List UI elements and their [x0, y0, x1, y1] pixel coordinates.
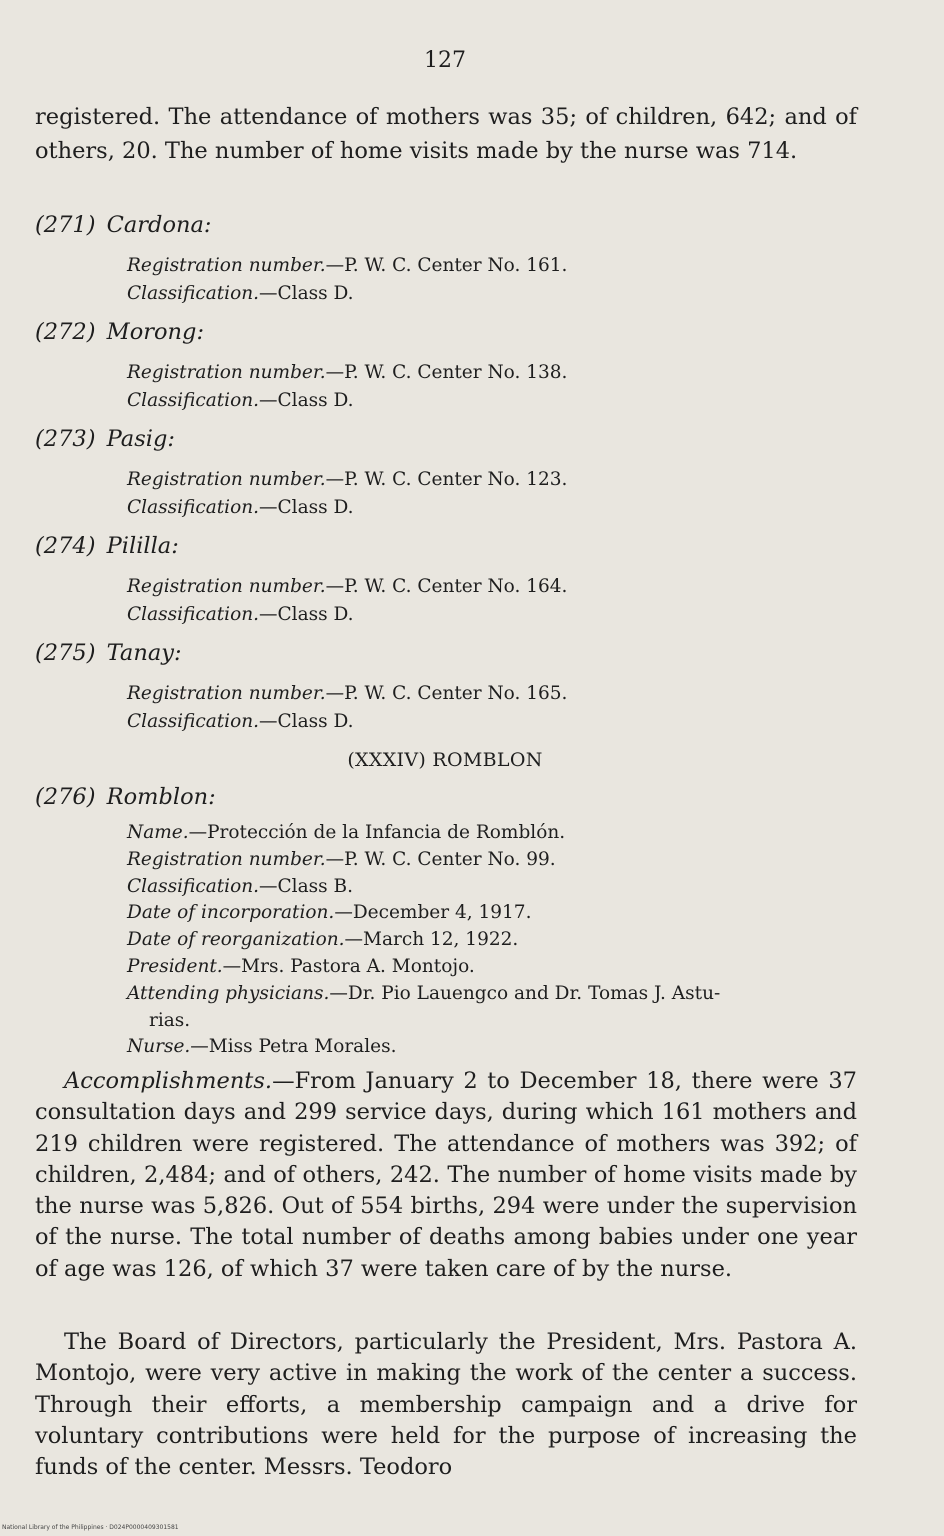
- detail-value: —Protección de la Infancia de Romblón.: [188, 822, 566, 843]
- detail-label: Classification.: [127, 390, 260, 411]
- entry-number: (275): [35, 640, 96, 666]
- detail-label: Classification.: [127, 283, 260, 304]
- entry-heading: [35, 533, 179, 559]
- detail-value: —Dr. Pio Lauengco and Dr. Tomas J. Astu-: [329, 982, 721, 1004]
- classification-line: [127, 601, 567, 629]
- classification-line: [127, 387, 567, 415]
- entry-details: [127, 252, 567, 308]
- detail-value: —December 4, 1917.: [334, 902, 532, 924]
- entry-town: Tanay:: [106, 640, 182, 666]
- detail-label: Nurse.: [127, 1036, 191, 1058]
- physicians-line: [127, 981, 720, 1035]
- entry-number: (273): [35, 426, 96, 452]
- registration-line: [127, 252, 567, 280]
- intro-paragraph: registered. The attendance of mothers was 35; of children, 642; and of others, 20. The number of home visits made by the nurse was 714.: [35, 104, 857, 164]
- entry-town: Morong:: [106, 319, 205, 345]
- registration-line: [127, 847, 720, 874]
- reorganization-line: [127, 927, 720, 954]
- registration-line: [127, 466, 567, 494]
- classification-line: [127, 708, 567, 736]
- entry-details: [127, 573, 567, 629]
- detail-label: Date of reorganization.: [127, 929, 345, 951]
- name-line: [127, 820, 720, 847]
- detail-label: Attending physicians.: [127, 982, 330, 1004]
- detail-label: Registration number.: [127, 683, 326, 704]
- detail-label: Registration number.: [127, 255, 326, 276]
- section-heading: (XXXIV) ROMBLON: [347, 749, 543, 771]
- detail-continuation: rias.: [149, 1009, 191, 1031]
- entry-town: Pililla:: [106, 533, 179, 559]
- detail-value: —P. W. C. Center No. 164.: [325, 576, 568, 597]
- classification-line: [127, 280, 567, 308]
- detail-label: Registration number.: [127, 469, 326, 490]
- detail-label: Registration number.: [127, 576, 326, 597]
- entry-town: Pasig:: [106, 426, 175, 452]
- detail-label: Name.: [127, 822, 189, 843]
- registration-line: [127, 573, 567, 601]
- entry-details: [127, 359, 567, 415]
- registration-line: [127, 680, 567, 708]
- accomplishments-label: Accomplishments.: [64, 1068, 273, 1094]
- detail-value: —Class B.: [259, 875, 353, 897]
- entry-number: (276): [35, 784, 96, 810]
- detail-value: —March 12, 1922.: [344, 929, 519, 951]
- detail-label: Classification.: [127, 711, 260, 732]
- accomplishments-paragraph: [35, 1066, 857, 1285]
- entry-heading: [35, 319, 204, 345]
- incorporation-line: [127, 900, 720, 927]
- detail-value: —P. W. C. Center No. 99.: [325, 848, 556, 870]
- detail-value: —Mrs. Pastora A. Montojo.: [222, 955, 475, 977]
- entry-heading: [35, 212, 212, 238]
- detail-label: Classification.: [127, 604, 260, 625]
- classification-line: [127, 494, 567, 522]
- entry-details: [127, 466, 567, 522]
- entry-number: (272): [35, 319, 96, 345]
- detail-value: —Miss Petra Morales.: [190, 1036, 397, 1058]
- detail-value: —P. W. C. Center No. 138.: [325, 362, 568, 383]
- detail-label: Registration number.: [127, 848, 326, 870]
- detail-value: —P. W. C. Center No. 165.: [325, 683, 568, 704]
- classification-line: [127, 874, 720, 901]
- registration-line: [127, 359, 567, 387]
- detail-label: Classification.: [127, 875, 260, 897]
- president-line: [127, 954, 720, 981]
- accomplishments-text: —From January 2 to December 18, there were 37 consultation days and 299 service days, during which 161 mothers and 219 children were registered. The attendance of mothers was 392; of children, 2,484; and of others, 242. The number of home visits made by the nurse was 5,826. Out of 554 births, 294 were under the supervision of the nurse. The total number of deaths among babies under one year of age was 126, of which 37 were taken care of by the nurse.: [35, 1068, 857, 1282]
- entry-heading: [35, 784, 216, 810]
- entry-town: Cardona:: [106, 212, 212, 238]
- entry-town: Romblon:: [106, 784, 216, 810]
- detail-label: Registration number.: [127, 362, 326, 383]
- detail-value: —Class D.: [259, 604, 354, 625]
- detail-value: —Class D.: [259, 390, 354, 411]
- detail-value: —Class D.: [259, 283, 354, 304]
- detail-value: —Class D.: [259, 497, 354, 518]
- nurse-line: [127, 1034, 720, 1061]
- detail-value: —P. W. C. Center No. 161.: [325, 255, 568, 276]
- entry-number: (274): [35, 533, 96, 559]
- entry-number: (271): [35, 212, 96, 238]
- romblon-details: [127, 820, 720, 1061]
- detail-label: President.: [127, 955, 223, 977]
- entry-heading: [35, 640, 182, 666]
- detail-label: Classification.: [127, 497, 260, 518]
- entry-heading: [35, 426, 175, 452]
- footer-watermark: National Library of the Philippines · D024P0000409301581: [2, 1524, 179, 1531]
- board-paragraph: The Board of Directors, particularly the President, Mrs. Pastora A. Montojo, were very active in making the work of the center a success. Through their efforts, a membership campaign and a drive for voluntary contributions were held for the purpose of increasing the funds of the center. Messrs. Teodoro: [35, 1329, 857, 1481]
- detail-value: —P. W. C. Center No. 123.: [325, 469, 568, 490]
- page-number: 127: [424, 48, 466, 73]
- detail-label: Date of incorporation.: [127, 902, 335, 924]
- detail-value: —Class D.: [259, 711, 354, 732]
- entry-details: [127, 680, 567, 736]
